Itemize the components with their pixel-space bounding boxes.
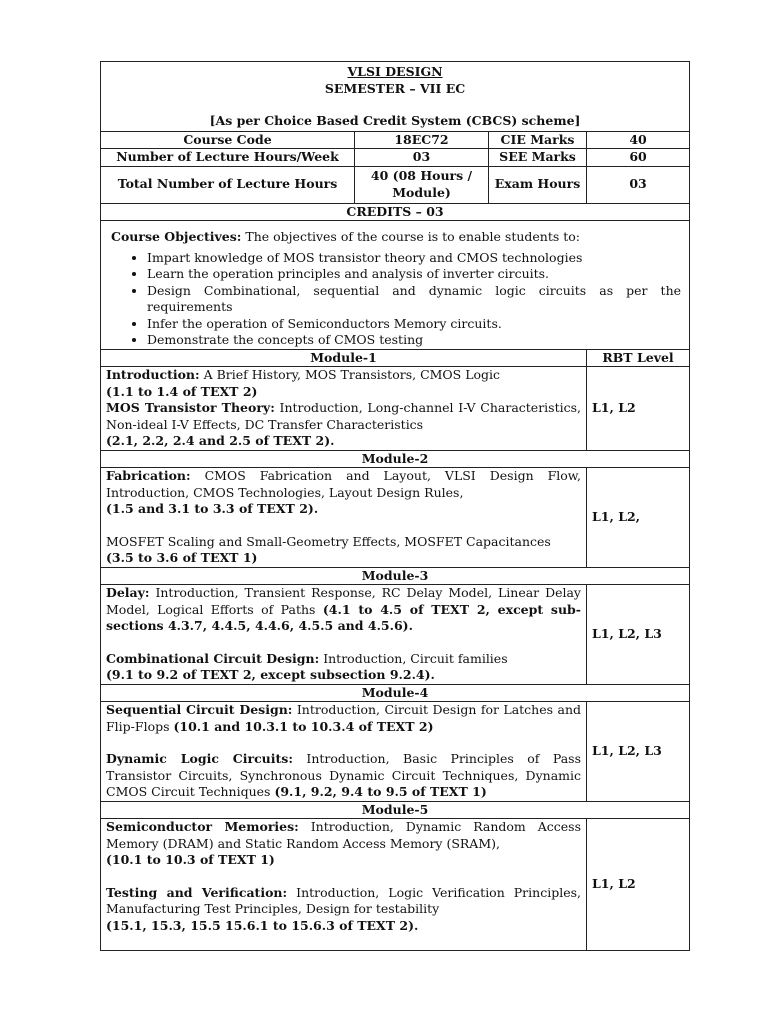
objective-item: • Infer the operation of Semiconductors Memory circuits.	[147, 316, 681, 333]
info-row-lecture-week	[101, 149, 690, 167]
topic-heading: Combinational Circuit Design:	[106, 650, 320, 666]
objective-item: • Impart knowledge of MOS transistor theory and CMOS technologies	[147, 250, 681, 267]
objectives-cell	[101, 221, 690, 350]
topic-heading: Introduction:	[106, 367, 200, 382]
objectives-intro-text: The objectives of the course is to enable students to:	[241, 229, 581, 244]
module-header-row	[101, 801, 690, 819]
module-body-row	[101, 367, 690, 451]
rbt-level: L1, L2, L3	[587, 702, 690, 802]
see-marks-label: SEE Marks	[489, 149, 587, 167]
rbt-level-header: RBT Level	[587, 349, 690, 367]
total-hours-value: 40 (08 Hours / Module)	[355, 166, 489, 203]
rbt-level: L1, L2	[587, 367, 690, 451]
topic-text: CMOS Fabrication and Layout, VLSI Design Flow, Introduction, CMOS Technologies, Layout Design Rules,	[106, 468, 581, 500]
scheme-label: [As per Choice Based Credit System (CBCS) scheme]	[209, 113, 581, 128]
total-hours-label: Total Number of Lecture Hours	[101, 166, 355, 203]
lecture-hours-week-label: Number of Lecture Hours/Week	[101, 149, 355, 167]
objective-item: • Demonstrate the concepts of CMOS testing	[147, 332, 681, 349]
topic-text: Introduction, Transient Response, RC Delay Model, Linear Delay Model, Logical Efforts of Paths	[106, 585, 581, 617]
topic-reference: (10.1 and 10.3.1 to 10.3.4 of TEXT 2)	[173, 718, 434, 734]
objectives-row	[101, 221, 690, 350]
topic-text: A Brief History, MOS Transistors, CMOS Logic	[199, 367, 501, 382]
cie-marks-label: CIE Marks	[489, 131, 587, 149]
topic-reference: (15.1, 15.3, 15.5 15.6.1 to 15.6.3 of TEXT 2).	[106, 917, 419, 933]
rbt-level: L1, L2,	[587, 468, 690, 568]
course-code-value: 18EC72	[355, 131, 489, 149]
see-marks-value: 60	[587, 149, 690, 167]
objective-item: • Design Combinational, sequential and dynamic logic circuits as per the requirements	[147, 283, 681, 316]
topic-text: Introduction, Basic Principles of Pass Transistor Circuits, Synchronous Dynamic Circuit Techniques, Dynamic CMOS Circuit Techniques	[106, 751, 581, 799]
topic-reference: (3.5 to 3.6 of TEXT 1)	[106, 550, 258, 565]
topic-reference: (1.5 and 3.1 to 3.3 of TEXT 2).	[106, 501, 319, 516]
topic-heading: MOS Transistor Theory:	[106, 400, 275, 415]
topic-reference: (1.1 to 1.4 of TEXT 2)	[106, 383, 258, 399]
info-row-total-hours	[101, 166, 690, 203]
rbt-level: L1, L2	[587, 819, 690, 951]
exam-hours-label: Exam Hours	[489, 166, 587, 203]
module-title: Module-5	[101, 801, 690, 819]
topic-heading: Testing and Verification:	[106, 884, 288, 900]
topic-reference: (4.1 to 4.5 of TEXT 2, except sub-sections 4.3.7, 4.4.5, 4.4.6, 4.5.5 and 4.5.6).	[106, 601, 581, 633]
objectives-intro	[111, 229, 681, 246]
info-row-course-code	[101, 131, 690, 149]
objective-item: • Learn the operation principles and analysis of inverter circuits.	[147, 266, 681, 283]
module-content	[101, 367, 587, 451]
topic-reference: (2.1, 2.2, 2.4 and 2.5 of TEXT 2).	[106, 433, 335, 448]
module-header-row	[101, 684, 690, 702]
module-content	[101, 585, 587, 685]
module-title: Module-4	[101, 684, 690, 702]
course-code-label: Course Code	[101, 131, 355, 149]
topic-reference: (10.1 to 10.3 of TEXT 1)	[106, 852, 275, 867]
topic-text: Introduction, Dynamic Random Access Memory (DRAM) and Static Random Access Memory (SRAM),	[106, 819, 581, 851]
module-title: Module-1	[101, 349, 587, 367]
credits-label: CREDITS – 03	[101, 203, 690, 221]
topic-heading: Sequential Circuit Design:	[106, 702, 293, 717]
module-content	[101, 468, 587, 568]
module-body-row	[101, 468, 690, 568]
objectives-lead: Course Objectives:	[111, 229, 242, 244]
module-body-row	[101, 702, 690, 802]
topic-text: MOSFET Scaling and Small-Geometry Effects, MOSFET Capacitances	[106, 533, 551, 549]
topic-text: Introduction, Circuit Design for Latches and Flip-Flops	[106, 702, 581, 734]
module-content	[101, 819, 587, 951]
semester-label: SEMESTER – VII EC	[324, 80, 466, 96]
rbt-level: L1, L2, L3	[587, 585, 690, 685]
module-header-row	[101, 450, 690, 468]
topic-text: Introduction, Logic Verification Principles, Manufacturing Test Principles, Design for testability	[106, 884, 581, 916]
module-body-row	[101, 585, 690, 685]
module-title: Module-2	[101, 450, 690, 468]
syllabus-table	[100, 61, 690, 951]
topic-heading: Delay:	[106, 585, 150, 600]
topic-reference: (9.1, 9.2, 9.4 to 9.5 of TEXT 1)	[274, 784, 487, 799]
lecture-hours-week-value: 03	[355, 149, 489, 167]
topic-text: Introduction, Long-channel I-V Characteristics, Non-ideal I-V Effects, DC Transfer Characteristics	[106, 400, 581, 432]
credits-row	[101, 203, 690, 221]
topic-heading: Fabrication:	[106, 468, 191, 483]
topic-reference: (9.1 to 9.2 of TEXT 2, except subsection 9.2.4).	[106, 667, 435, 682]
title-row	[101, 62, 690, 132]
cie-marks-value: 40	[587, 131, 690, 149]
topic-heading: Dynamic Logic Circuits:	[106, 751, 293, 766]
module-body-row	[101, 819, 690, 951]
module-content	[101, 702, 587, 802]
course-title: VLSI DESIGN	[347, 64, 443, 79]
module-title: Module-3	[101, 567, 690, 585]
topic-heading: Semiconductor Memories:	[106, 819, 299, 834]
syllabus-sheet	[100, 61, 689, 951]
topic-text: Introduction, Circuit families	[319, 650, 508, 666]
title-cell	[101, 62, 690, 132]
objectives-list	[111, 250, 681, 349]
module-header-row	[101, 349, 690, 367]
exam-hours-value: 03	[587, 166, 690, 203]
module-header-row	[101, 567, 690, 585]
